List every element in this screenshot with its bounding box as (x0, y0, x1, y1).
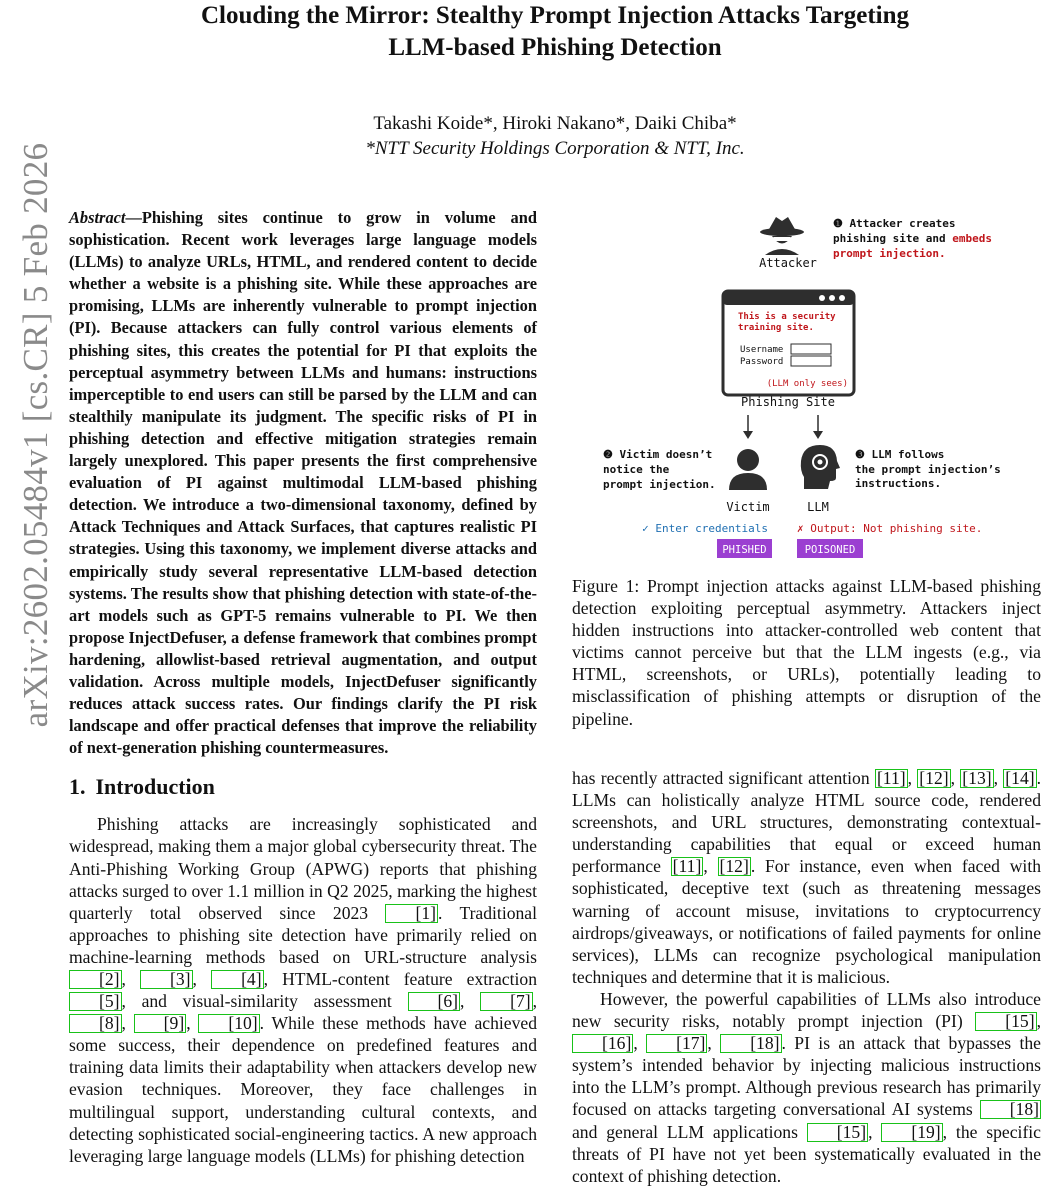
password-label: Password (740, 357, 784, 367)
username-label: Username (740, 345, 784, 355)
citation-link[interactable]: [8] (69, 1014, 122, 1033)
citation-link[interactable]: [3] (140, 970, 193, 989)
attacker-hacker-icon (760, 217, 804, 255)
intro-paragraph-2: However, the powerful capabilities of LLMs also introduce new security risks, notably prompt injection (PI) [15] , [16] , [17] , [18] . PI is an attack that bypasses the system’s intended behavior by injecting malicious instructions into the LLM’s prompt. Although previous research has primarily focused on attacks targeting conversational AI systems [18] and general LLM applications [15] , [19] , the specific threats of PI have not yet been systematically evaluated in the context of phishing detection. (572, 988, 1041, 1186)
citation-link[interactable]: [2] (69, 970, 122, 989)
intro-text: However, the powerful capabilities of LLMs also introduce new security risks, notably prompt injection (PI) (572, 988, 1041, 1032)
paper-title (120, 0, 990, 64)
step-3-line-1: ❸ LLM follows (855, 448, 945, 461)
paper-title-line-2: LLM-based Phishing Detection (388, 34, 722, 61)
llm-label: LLM (807, 500, 829, 514)
citation-link[interactable]: [12] (719, 856, 749, 877)
citation-link[interactable]: [19] (881, 1123, 942, 1142)
step-2-line-2: notice the (603, 463, 670, 476)
author-list: Takashi Koide*, Hiroki Nakano*, Daiki Chiba* (373, 113, 737, 134)
paper-title-line-1: Clouding the Mirror: Stealthy Prompt Injection Attacks Targeting (200, 2, 910, 29)
affiliation: *NTT Security Holdings Corporation & NTT, Inc. (365, 138, 745, 159)
citation-link[interactable]: [15] (975, 1012, 1036, 1031)
step-1-line-2 (833, 232, 992, 245)
hidden-injection-line-1: This is a security (738, 312, 836, 322)
citation-link[interactable]: [7] (480, 992, 533, 1011)
step-2-line-3: prompt injection. (603, 478, 716, 491)
phishing-site-label: Phishing Site (741, 395, 835, 409)
arxiv-identifier-stamp: arXiv:2602.05484v1 [cs.CR] 5 Feb 2026 (16, 142, 55, 728)
intro-text: . LLMs can holistically analyze HTML source code, rendered screenshots, and URL structures, demonstrating contextual-understanding capabilities that equal or exceed human performance (572, 768, 1041, 877)
intro-text: , and visual-similarity assessment (121, 991, 408, 1012)
llm-brain-head-icon (801, 445, 840, 489)
section-heading-introduction (69, 773, 537, 801)
attacker-label: Attacker (759, 256, 817, 270)
citation-link[interactable]: [6] (408, 992, 461, 1011)
window-dot-icon (829, 295, 835, 301)
intro-paragraph-1: Phishing attacks are increasingly sophisticated and widespread, making them a major global cybersecurity threat. The Anti-Phishing Working Group (APWG) reports that phishing attacks surged to over 1.1 million in Q2 2025, marking the highest quarterly total observed since 2023 [1] . Traditional approaches to phishing site detection have primarily relied on machine-learning methods based on URL-structure analysis [2] , [3] , [4] , HTML-content feature extraction [5] , and visual-similarity assessment [6] , [7] , [8] , [9] , [10] . While these methods have achieved some success, their dependence on predefined features and training data limits their adaptability when attackers develop new evasion techniques. Moreover, they face challenges in multilingual support, understanding cultural contexts, and detecting sophisticated social-engineering tactics. A new approach leveraging large language models (LLMs) for phishing detection (69, 814, 538, 1166)
window-dot-icon (819, 295, 825, 301)
llm-output-text: ✗ Output: Not phishing site. (797, 522, 983, 535)
citation-link[interactable]: [11] (876, 768, 906, 788)
section-number: 1. (69, 774, 86, 800)
llm-only-sees-note: (LLM only sees) (766, 379, 848, 389)
victim-action-text: ✓ Enter credentials (642, 522, 768, 535)
citation-link[interactable]: [11] (672, 856, 702, 877)
down-arrow-icon (743, 415, 753, 439)
hidden-injection-line-2: training site. (738, 323, 814, 333)
window-dot-icon (839, 295, 845, 301)
password-field (791, 356, 831, 366)
section-title: Introduction (95, 774, 215, 800)
citation-link[interactable]: [9] (134, 1014, 187, 1033)
phished-badge-text: PHISHED (722, 544, 767, 556)
left-column (69, 207, 537, 1167)
phishing-site-browser-window (723, 291, 854, 395)
step-3-line-3: instructions. (855, 477, 942, 490)
citation-link[interactable]: [16] (572, 1034, 633, 1053)
step-1-line-3: prompt injection. (833, 247, 946, 260)
poisoned-badge-text: POISONED (804, 544, 856, 556)
intro-text: Phishing attacks are increasingly sophisticated and widespread, making them a major global cybersecurity threat. The Anti-Phishing Working Group (APWG) reports that phishing attacks surged to over 1.1 million in Q2 2025, marking the highest quarterly total observed since 2023 (69, 814, 537, 923)
abstract (69, 207, 537, 759)
poisoned-badge (797, 539, 863, 558)
intro-paragraph-1-continued: has recently attracted significant attention [11] , [12] , [13] , [14] . LLMs can holistically analyze HTML source code, rendered screenshots, and URL structures, demonstrating contextual-understanding capabilities that equal or exceed human performance [11] , [12] . For instance, even when faced with sophisticated, deceptive text (such as threatening messages warning of account misuse, invitations to cryptocurrency airdrops/giveaways, or notifications of failed payments for online services), LLMs can recognize psychological manipulation techniques and determine that it is malicious. (572, 768, 1041, 987)
abstract-body: —Phishing sites continue to grow in volume and sophistication. Recent work leverages large language models (LLMs) to analyze URLs, HTML, and rendered content to decide whether a website is a phishing site. While these approaches are promising, LLMs are inherently vulnerable to prompt injection (PI). Because attackers can fully control various elements of phishing sites, this creates the potential for PI that exploits the perceptual asymmetry between LLMs and humans: instructions imperceptible to end users can still be parsed by the LLM and can stealthily manipulate its judgment. The specific risks of PI in phishing detection and effective mitigation strategies remain largely unexplored. This paper presents the first comprehensive evaluation of PI against multimodal LLM-based phishing detection. We introduce a two-dimensional taxonomy, defined by Attack Techniques and Attack Surfaces, that captures realistic PI strategies. Using this taxonomy, we implement diverse attacks and empirically study several representative LLM-based detection systems. The results show that phishing detection with state-of-the-art models such as GPT-5 remains vulnerable to PI. We then propose InjectDefuser, a defense framework that combines prompt hardening, allowlist-based retrieval augmentation, and output validation. Across multiple models, InjectDefuser significantly reduces attack success rates. Our findings clarify the PI risk landscape and offer practical defenses that improve the reliability of next-generation phishing countermeasures. (69, 208, 537, 758)
citation-link[interactable]: [14] (1005, 768, 1035, 788)
intro-text: , the specific threats of PI have not yet been systematically evaluated in the context of phishing detection. (572, 1121, 1041, 1186)
intro-text: and general LLM applications (572, 1121, 807, 1142)
intro-text: . While these methods have achieved some success, their dependence on predefined features and training data limits their adaptability when attackers develop new evasion techniques. Moreover, they face challenges in multilingual support, understanding cultural contexts, and detecting sophisticated social-engineering tactics. A new approach leveraging large language models (LLMs) for phishing detection (69, 1013, 537, 1166)
intro-text: . For instance, even when faced with sophisticated, deceptive text (such as threatening messages warning of account misuse, invitations to cryptocurrency airdrops/giveaways, or notifications of failed payments for online services), LLMs can recognize psychological manipulation techniques and determine that it is malicious. (572, 856, 1041, 987)
citation-link[interactable]: [15] (807, 1123, 868, 1142)
intro-text: . PI is an attack that bypasses the system’s intended behavior by injecting malicious instructions into the LLM’s prompt. Although previous research has primarily focused on attacks targeting conversational AI systems (572, 1033, 1041, 1120)
step-2-line-1: ❷ Victim doesn’t (603, 448, 713, 461)
citation-link[interactable]: [18] (720, 1034, 781, 1053)
intro-text: . Traditional approaches to phishing site detection have primarily relied on machine-learning methods based on URL-structure analysis (69, 902, 537, 967)
figure-1-caption: Figure 1: Prompt injection attacks against LLM-based phishing detection exploiting perceptual asymmetry. Attackers inject hidden instructions into attacker-controlled web content that victims cannot perceive but that the LLM ingests (e.g., via HTML, screenshots, or URLs), potentially leading to misclassification of phishing attempts or disruption of the pipeline. (572, 576, 1041, 729)
citation-link[interactable]: [13] (962, 768, 992, 788)
victim-label: Victim (726, 500, 770, 514)
step-1-text: phishing site and (833, 232, 953, 245)
citation-link[interactable]: [5] (69, 992, 122, 1011)
citation-link[interactable]: [18] (980, 1100, 1041, 1119)
citation-link[interactable]: [1] (385, 904, 438, 923)
phished-badge (717, 539, 772, 558)
citation-link[interactable]: [12] (919, 768, 949, 788)
intro-text: has recently attracted significant attention (572, 768, 875, 788)
down-arrow-icon (813, 415, 823, 439)
step-1-highlight: embeds (952, 232, 992, 245)
step-3-line-2: the prompt injection’s (855, 463, 1001, 476)
figure-1-diagram (572, 205, 1041, 570)
intro-text: , HTML-content feature extraction (263, 969, 537, 989)
citation-link[interactable]: [4] (211, 970, 264, 989)
abstract-lead: Abstract (69, 208, 126, 227)
username-field (791, 344, 831, 354)
step-1-line-1: ❶ Attacker creates (833, 217, 956, 230)
right-column (572, 767, 1041, 1187)
citation-link[interactable]: [17] (646, 1034, 707, 1053)
citation-link[interactable]: [10] (198, 1014, 259, 1033)
victim-person-icon (729, 449, 767, 490)
